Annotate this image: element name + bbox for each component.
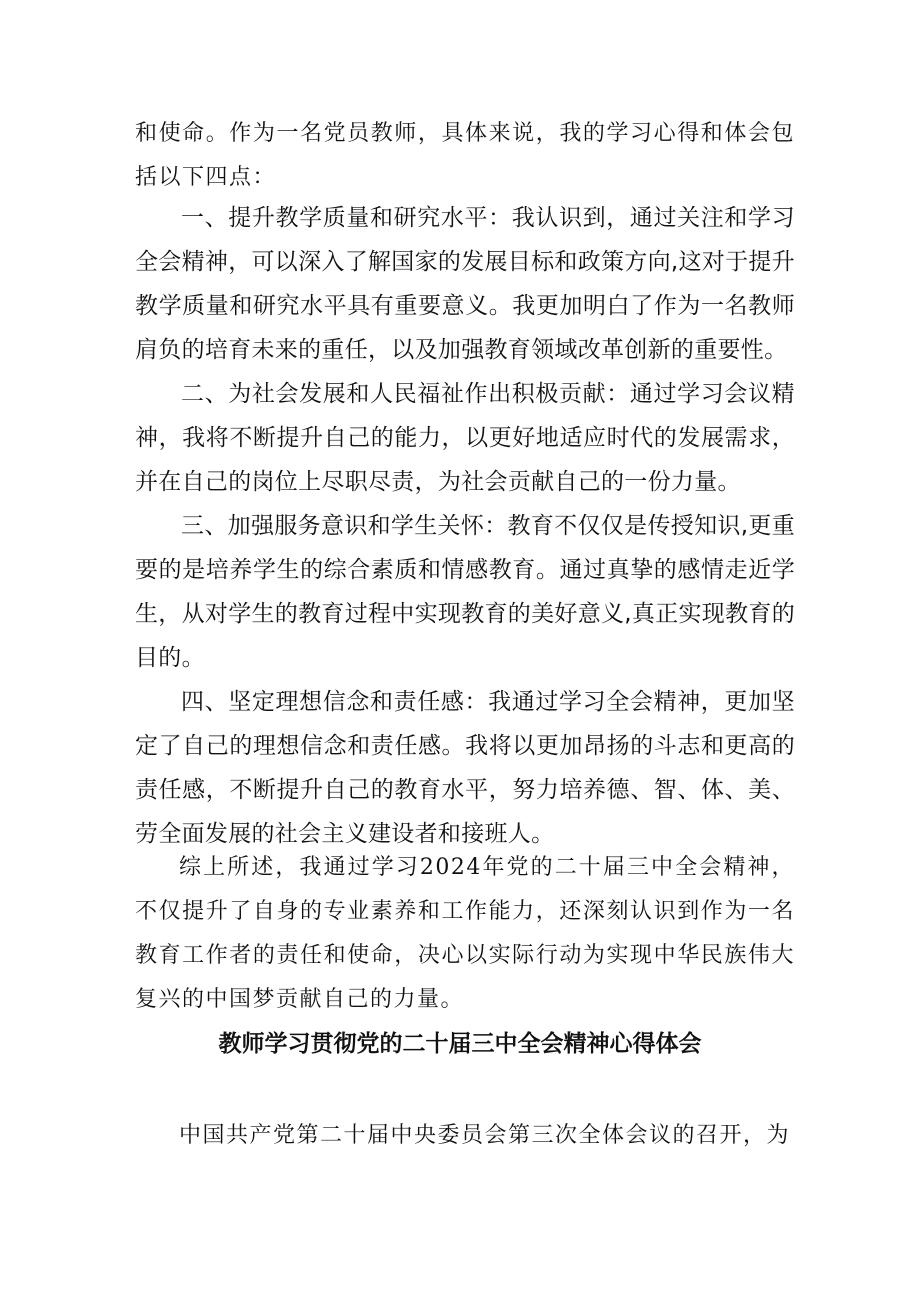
document-title: 教师学习贯彻党的二十届三中全会精神心得体会 (218, 1031, 702, 1057)
paragraph-opening: 中国共产党第二十届中央委员会第三次全体会议的召开，为 (179, 1123, 791, 1148)
paragraph-point-three: 三、加强服务意识和学生关怀：教育不仅仅是传授知识,更重要的是培养学生的综合素质和情感教育。通过真挚的感情走近学生，从对学生的教育过程中实现教育的美好意义,真正实现教育的目的。 (135, 513, 796, 671)
paragraph-point-four: 四、坚定理想信念和责任感：我通过学习全会精神，更加坚定了自己的理想信念和责任感。我将以更加昂扬的斗志和更高的责任感，不断提升自己的教育水平，努力培养德、智、体、美、劳全面发展的社会主义建设者和接班人。 (135, 689, 795, 847)
paragraph-point-two: 二、为社会发展和人民福祉作出积极贡献：通过学习会议精神，我将不断提升自己的能力，以更好地适应时代的发展需求，并在自己的岗位上尽职尽责，为社会贡献自己的一份力量。 (135, 381, 795, 495)
paragraph-intro-continuation: 和使命。作为一名党员教师，具体来说，我的学习心得和体会包括以下四点： (135, 121, 795, 190)
paragraph-conclusion: 综上所述，我通过学习2024年党的二十届三中全会精神，不仅提升了自身的专业素养和工作能力，还深刻认识到作为一名教育工作者的责任和使命，决心以实际行动为实现中华民族伟大复兴的中国梦贡献自己的力量。 (135, 855, 795, 1012)
paragraph-point-one: 一、提升教学质量和研究水平：我认识到，通过关注和学习全会精神，可以深入了解国家的发展目标和政策方向,这对于提升教学质量和研究水平具有重要意义。我更加明白了作为一名教师肩负的培育未来的重任，以及加强教育领域改革创新的重要性。 (135, 205, 796, 363)
